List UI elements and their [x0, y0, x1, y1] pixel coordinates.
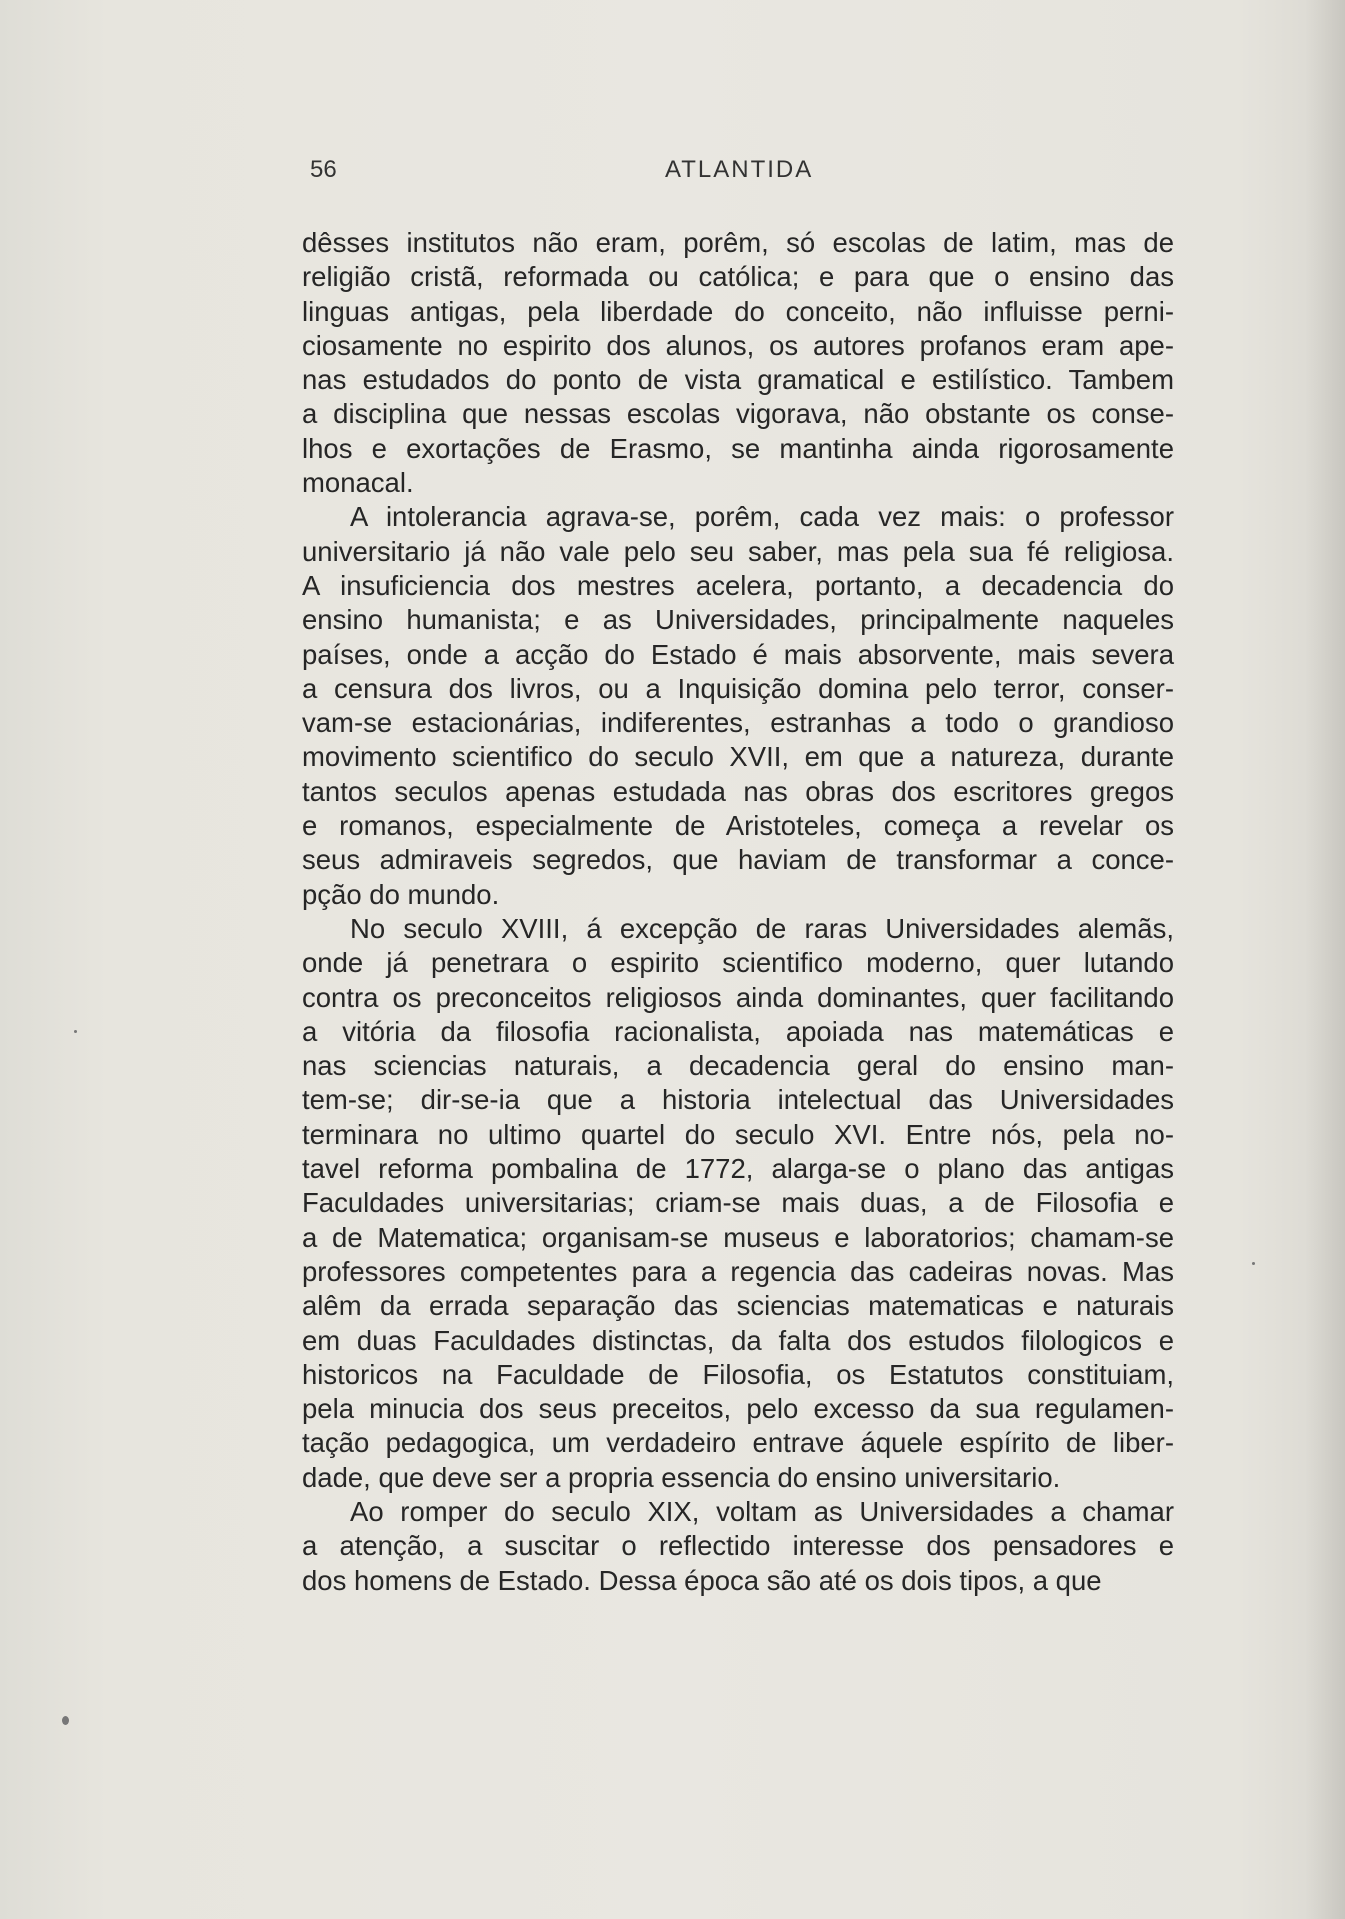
page-number: 56 — [310, 156, 337, 183]
paragraph — [302, 1495, 1174, 1598]
paper-speck — [62, 1716, 69, 1725]
text-line: nas estudados do ponto de vista gramatical e estilístico. Tambem — [302, 364, 1174, 396]
text-line: religião cristã, reformada ou católica; e para que o ensino das — [302, 261, 1174, 293]
page-header — [310, 156, 1170, 196]
text-line: contra os preconceitos religiosos ainda dominantes, quer facilitando — [302, 981, 1174, 1013]
text-line: alêm da errada separação das sciencias matematicas e naturais — [302, 1290, 1174, 1322]
text-line: em duas Faculdades distinctas, da falta dos estudos filologicos e — [302, 1324, 1174, 1356]
paragraph — [302, 912, 1174, 1495]
text-line: tação pedagogica, um verdadeiro entrave áquele espírito de liber- — [302, 1427, 1174, 1459]
text-line: onde já penetrara o espirito scientifico moderno, quer lutando — [302, 947, 1174, 979]
text-line: países, onde a acção do Estado é mais absorvente, mais severa — [302, 638, 1174, 670]
text-line: No seculo XVIII, á excepção de raras Universidades alemãs, — [350, 912, 1174, 944]
text-line: ensino humanista; e as Universidades, principalmente naqueles — [302, 604, 1174, 636]
text-line: historicos na Faculdade de Filosofia, os Estatutos constituiam, — [302, 1358, 1174, 1390]
text-line: tavel reforma pombalina de 1772, alarga-se o plano das antigas — [302, 1153, 1174, 1185]
text-line: terminara no ultimo quartel do seculo XVI. Entre nós, pela no- — [302, 1118, 1174, 1150]
body-text — [302, 226, 1174, 1598]
text-line: vam-se estacionárias, indiferentes, estranhas a todo o grandioso — [302, 707, 1174, 739]
paper-speck — [74, 1030, 77, 1033]
text-line: linguas antigas, pela liberdade do conceito, não influisse perni- — [302, 295, 1174, 327]
text-line: seus admiraveis segredos, que haviam de transformar a conce- — [302, 844, 1174, 876]
paper-speck — [1252, 1262, 1255, 1265]
text-line: tantos seculos apenas estudada nas obras dos escritores gregos — [302, 775, 1174, 807]
text-line: dade, que deve ser a propria essencia do ensino universitario. — [302, 1461, 1061, 1493]
text-line: monacal. — [302, 467, 414, 499]
text-line: Ao romper do seculo XIX, voltam as Universidades a chamar — [350, 1495, 1174, 1527]
text-line: tem-se; dir-se-ia que a historia intelectual das Universidades — [302, 1084, 1174, 1116]
text-line: a de Matematica; organisam-se museus e laboratorios; chamam-se — [302, 1221, 1174, 1253]
text-line: a atenção, a suscitar o reflectido interesse dos pensadores e — [302, 1530, 1174, 1562]
text-line: movimento scientifico do seculo XVII, em que a natureza, durante — [302, 741, 1174, 773]
text-line: ciosamente no espirito dos alunos, os autores profanos eram ape- — [302, 329, 1174, 361]
page-edge-shadow — [1305, 0, 1345, 1919]
paragraph — [302, 500, 1174, 912]
text-line: pção do mundo. — [302, 878, 500, 910]
text-line: dêsses institutos não eram, porêm, só escolas de latim, mas de — [302, 227, 1174, 258]
text-line: dos homens de Estado. Dessa época são até os dois tipos, a que — [302, 1564, 1102, 1596]
text-line: nas sciencias naturais, a decadencia geral do ensino man- — [302, 1050, 1174, 1082]
text-line: Faculdades universitarias; criam-se mais duas, a de Filosofia e — [302, 1187, 1174, 1219]
text-line: lhos e exortações de Erasmo, se mantinha ainda rigorosamente — [302, 432, 1174, 464]
paragraph — [302, 226, 1174, 500]
text-line: e romanos, especialmente de Aristoteles, começa a revelar os — [302, 810, 1174, 842]
text-line: a censura dos livros, ou a Inquisição domina pelo terror, conser- — [302, 672, 1174, 704]
text-line: A intolerancia agrava-se, porêm, cada vez mais: o professor — [350, 501, 1174, 533]
text-line: professores competentes para a regencia das cadeiras novas. Mas — [302, 1255, 1174, 1287]
text-line: a disciplina que nessas escolas vigorava, não obstante os conse- — [302, 398, 1174, 430]
text-line: A insuficiencia dos mestres acelera, portanto, a decadencia do — [302, 569, 1174, 601]
running-title: ATLANTIDA — [665, 156, 814, 183]
text-line: universitario já não vale pelo seu saber, mas pela sua fé religiosa. — [302, 535, 1174, 567]
text-line: a vitória da filosofia racionalista, apoiada nas matemáticas e — [302, 1015, 1174, 1047]
text-line: pela minucia dos seus preceitos, pelo excesso da sua regulamen- — [302, 1393, 1174, 1425]
